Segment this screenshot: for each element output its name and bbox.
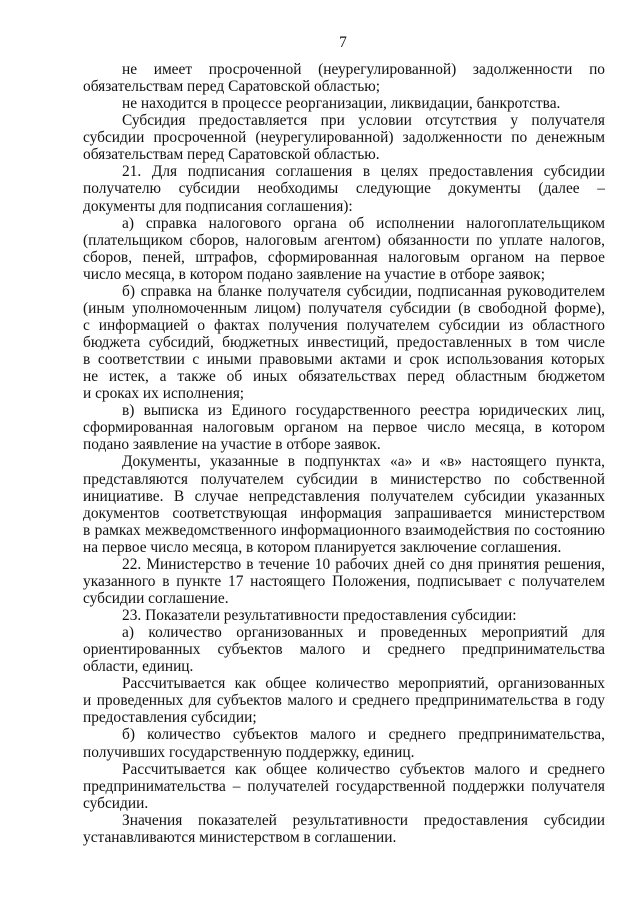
paragraph xyxy=(83,215,605,283)
text-line: в) выписка из Единого государственного реестра юридических лиц, xyxy=(122,402,605,420)
text-line: бюджета субсидий, бюджетных инвестиций, предоставленных в том числе xyxy=(83,334,605,351)
paragraph xyxy=(83,675,605,726)
text-line: б) количество субъектов малого и среднего предпринимательства, xyxy=(122,726,605,744)
text-line: а) количество организованных и проведенных мероприятий для xyxy=(122,624,605,642)
text-line: и проведенных для субъектов малого и среднего предпринимательства в году xyxy=(83,692,605,710)
paragraph xyxy=(83,95,605,112)
paragraph xyxy=(83,726,605,760)
text-line: подано заявление на участие в отборе заявок. xyxy=(83,436,381,454)
text-line: ориентированных субъектов малого и среднего предпринимательства xyxy=(83,641,605,659)
text-line: в соответствии с иными правовыми актами и срок использования которых xyxy=(83,351,605,369)
paragraph xyxy=(83,163,605,214)
text-line: получивших государственную поддержку, единиц. xyxy=(83,743,415,761)
text-line: не имеет просроченной (неурегулированной) задолженности по xyxy=(122,61,605,78)
text-line: (плательщиком сборов, налоговым агентом) обязанности по уплате налогов, xyxy=(83,231,605,249)
text-line: 21. Для подписания соглашения в целях предоставления субсидии xyxy=(122,163,605,181)
text-line: на первое число месяца, в котором планируется заключение соглашения. xyxy=(83,538,562,556)
text-line: области, единиц. xyxy=(83,658,194,676)
text-line: документов соответствующая информация запрашивается министерством xyxy=(83,504,605,522)
paragraph xyxy=(83,761,605,812)
text-line: сборов, пеней, штрафов, сформированная налоговым органом на первое xyxy=(83,248,605,266)
text-line: документы для подписания соглашения): xyxy=(83,197,353,215)
text-line: Рассчитывается как общее количество субъектов малого и среднего xyxy=(122,760,605,778)
paragraph xyxy=(83,607,605,624)
paragraph xyxy=(83,453,605,555)
text-line: обязательствам перед Саратовской областью. xyxy=(83,146,380,164)
text-line: не истек, а также об иных обязательствах перед областным бюджетом xyxy=(83,368,605,386)
paragraph xyxy=(83,112,605,163)
text-line: число месяца, в котором подано заявление на участие в отборе заявок; xyxy=(83,265,545,283)
text-line: и сроках их исполнения; xyxy=(83,385,245,403)
paragraph xyxy=(83,624,605,675)
text-line: обязательствам перед Саратовской областью; xyxy=(83,78,381,96)
text-line: получателю субсидии необходимы следующие документы (далее – xyxy=(83,180,605,198)
paragraph xyxy=(83,556,605,607)
text-line: в рамках межведомственного информационного взаимодействия по состоянию xyxy=(83,521,605,539)
text-line: устанавливаются министерством в соглашении. xyxy=(83,828,397,846)
text-line: Рассчитывается как общее количество мероприятий, организованных xyxy=(122,675,605,693)
text-line: предоставления субсидии; xyxy=(83,709,257,727)
text-line: не находится в процессе реорганизации, ликвидации, банкротства. xyxy=(122,95,561,113)
text-line: б) справка на бланке получателя субсидии, подписанная руководителем xyxy=(122,282,605,300)
text-line: Субсидия предоставляется при условии отсутствия у получателя xyxy=(122,112,605,130)
text-line: субсидии просроченной (неурегулированной) задолженности по денежным xyxy=(83,129,605,147)
paragraph xyxy=(83,61,605,95)
document-body xyxy=(83,61,605,846)
text-line: сформированная налоговым органом на первое число месяца, в котором xyxy=(83,419,605,437)
text-line: Документы, указанные в подпунктах «а» и «в» настоящего пункта, xyxy=(122,453,605,471)
text-line: указанного в пункте 17 настоящего Положения, подписывает с получателем xyxy=(83,572,605,590)
text-line: предпринимательства – получателей государственной поддержки получателя xyxy=(83,777,605,795)
text-line: субсидии соглашение. xyxy=(83,589,229,607)
text-line: а) справка налогового органа об исполнении налогоплательщиком xyxy=(122,214,605,232)
text-line: субсидии. xyxy=(83,794,149,812)
paragraph xyxy=(83,402,605,453)
paragraph xyxy=(83,283,605,402)
paragraph xyxy=(83,812,605,846)
text-line: (иным уполномоченным лицом) получателя субсидии (в свободной форме), xyxy=(83,299,605,317)
text-line: с информацией о фактах получения получателем субсидии из областного xyxy=(83,316,605,334)
text-line: 22. Министерство в течение 10 рабочих дней со дня принятия решения, xyxy=(122,555,605,573)
text-line: Значения показателей результативности предоставления субсидии xyxy=(122,811,605,829)
text-line: инициативе. В случае непредставления получателем субсидии указанных xyxy=(83,487,605,505)
text-line: 23. Показатели результативности предоставления субсидии: xyxy=(122,607,517,624)
text-line: представляются получателем субсидии в министерство по собственной xyxy=(83,470,605,488)
page-number: 7 xyxy=(339,34,347,51)
